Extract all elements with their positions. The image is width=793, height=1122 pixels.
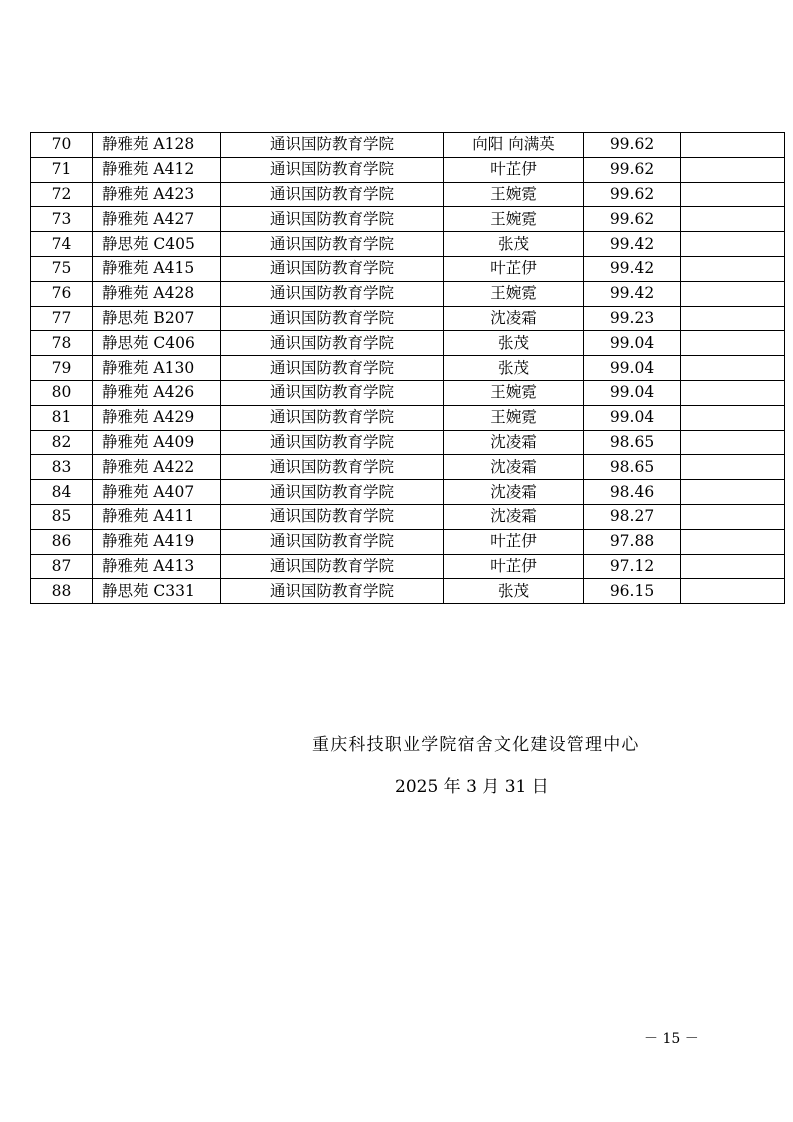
ranking-table-body	[31, 133, 785, 604]
table-row	[31, 182, 785, 207]
row-number-cell: 84	[31, 480, 93, 505]
row-number-cell: 78	[31, 331, 93, 356]
table-row	[31, 554, 785, 579]
score-cell: 99.04	[584, 331, 681, 356]
counselor-name-cell: 沈凌霜	[444, 430, 584, 455]
remark-cell	[681, 232, 785, 257]
dorm-room-cell: 静雅苑 A419	[93, 529, 221, 554]
score-cell: 98.65	[584, 430, 681, 455]
issuing-organization: 重庆科技职业学院宿舍文化建设管理中心	[312, 735, 640, 755]
row-number-cell: 88	[31, 579, 93, 604]
page-number: － 15 －	[644, 1031, 699, 1047]
remark-cell	[681, 579, 785, 604]
counselor-name-cell: 张茂	[444, 356, 584, 381]
score-cell: 99.42	[584, 281, 681, 306]
table-row	[31, 529, 785, 554]
table-row	[31, 455, 785, 480]
row-number-cell: 85	[31, 504, 93, 529]
score-cell: 99.62	[584, 182, 681, 207]
dorm-room-cell: 静雅苑 A426	[93, 380, 221, 405]
row-number-cell: 75	[31, 256, 93, 281]
score-cell: 96.15	[584, 579, 681, 604]
dorm-room-cell: 静思苑 C331	[93, 579, 221, 604]
remark-cell	[681, 356, 785, 381]
college-name-cell: 通识国防教育学院	[221, 281, 444, 306]
score-cell: 99.04	[584, 405, 681, 430]
table-row	[31, 207, 785, 232]
counselor-name-cell: 沈凌霜	[444, 504, 584, 529]
dorm-room-cell: 静雅苑 A422	[93, 455, 221, 480]
score-cell: 98.46	[584, 480, 681, 505]
row-number-cell: 86	[31, 529, 93, 554]
college-name-cell: 通识国防教育学院	[221, 331, 444, 356]
dorm-room-cell: 静雅苑 A409	[93, 430, 221, 455]
counselor-name-cell: 张茂	[444, 232, 584, 257]
college-name-cell: 通识国防教育学院	[221, 133, 444, 158]
dorm-room-cell: 静雅苑 A415	[93, 256, 221, 281]
dorm-room-cell: 静思苑 B207	[93, 306, 221, 331]
remark-cell	[681, 281, 785, 306]
remark-cell	[681, 306, 785, 331]
table-row	[31, 306, 785, 331]
counselor-name-cell: 王婉霓	[444, 281, 584, 306]
dorm-room-cell: 静雅苑 A407	[93, 480, 221, 505]
row-number-cell: 82	[31, 430, 93, 455]
score-cell: 98.27	[584, 504, 681, 529]
table-row	[31, 480, 785, 505]
score-cell: 99.04	[584, 380, 681, 405]
college-name-cell: 通识国防教育学院	[221, 504, 444, 529]
counselor-name-cell: 叶芷伊	[444, 157, 584, 182]
table-row	[31, 430, 785, 455]
college-name-cell: 通识国防教育学院	[221, 554, 444, 579]
table-row	[31, 504, 785, 529]
counselor-name-cell: 沈凌霜	[444, 306, 584, 331]
dorm-room-cell: 静雅苑 A128	[93, 133, 221, 158]
table-row	[31, 256, 785, 281]
score-cell: 97.88	[584, 529, 681, 554]
counselor-name-cell: 叶芷伊	[444, 554, 584, 579]
row-number-cell: 76	[31, 281, 93, 306]
counselor-name-cell: 王婉霓	[444, 405, 584, 430]
row-number-cell: 71	[31, 157, 93, 182]
college-name-cell: 通识国防教育学院	[221, 455, 444, 480]
college-name-cell: 通识国防教育学院	[221, 157, 444, 182]
college-name-cell: 通识国防教育学院	[221, 356, 444, 381]
counselor-name-cell: 张茂	[444, 579, 584, 604]
college-name-cell: 通识国防教育学院	[221, 232, 444, 257]
remark-cell	[681, 480, 785, 505]
score-cell: 99.62	[584, 133, 681, 158]
score-cell: 99.42	[584, 232, 681, 257]
college-name-cell: 通识国防教育学院	[221, 256, 444, 281]
college-name-cell: 通识国防教育学院	[221, 306, 444, 331]
college-name-cell: 通识国防教育学院	[221, 380, 444, 405]
table-row	[31, 133, 785, 158]
remark-cell	[681, 157, 785, 182]
college-name-cell: 通识国防教育学院	[221, 430, 444, 455]
counselor-name-cell: 沈凌霜	[444, 480, 584, 505]
row-number-cell: 72	[31, 182, 93, 207]
counselor-name-cell: 王婉霓	[444, 182, 584, 207]
score-cell: 99.62	[584, 157, 681, 182]
score-cell: 99.23	[584, 306, 681, 331]
score-cell: 99.04	[584, 356, 681, 381]
score-cell: 99.42	[584, 256, 681, 281]
row-number-cell: 80	[31, 380, 93, 405]
remark-cell	[681, 529, 785, 554]
table-row	[31, 579, 785, 604]
college-name-cell: 通识国防教育学院	[221, 529, 444, 554]
counselor-name-cell: 王婉霓	[444, 207, 584, 232]
remark-cell	[681, 455, 785, 480]
college-name-cell: 通识国防教育学院	[221, 480, 444, 505]
dorm-room-cell: 静雅苑 A428	[93, 281, 221, 306]
table-row	[31, 356, 785, 381]
issue-date: 2025 年 3 月 31 日	[395, 777, 549, 797]
dorm-room-cell: 静雅苑 A427	[93, 207, 221, 232]
college-name-cell: 通识国防教育学院	[221, 405, 444, 430]
row-number-cell: 73	[31, 207, 93, 232]
remark-cell	[681, 207, 785, 232]
dorm-room-cell: 静雅苑 A413	[93, 554, 221, 579]
table-row	[31, 380, 785, 405]
table-row	[31, 405, 785, 430]
row-number-cell: 77	[31, 306, 93, 331]
counselor-name-cell: 叶芷伊	[444, 529, 584, 554]
ranking-table	[30, 132, 785, 604]
row-number-cell: 87	[31, 554, 93, 579]
remark-cell	[681, 380, 785, 405]
counselor-name-cell: 叶芷伊	[444, 256, 584, 281]
score-cell: 97.12	[584, 554, 681, 579]
dorm-room-cell: 静雅苑 A411	[93, 504, 221, 529]
dorm-room-cell: 静雅苑 A423	[93, 182, 221, 207]
table-row	[31, 232, 785, 257]
remark-cell	[681, 182, 785, 207]
remark-cell	[681, 554, 785, 579]
remark-cell	[681, 256, 785, 281]
table-row	[31, 157, 785, 182]
college-name-cell: 通识国防教育学院	[221, 579, 444, 604]
remark-cell	[681, 430, 785, 455]
score-cell: 98.65	[584, 455, 681, 480]
dorm-room-cell: 静思苑 C406	[93, 331, 221, 356]
college-name-cell: 通识国防教育学院	[221, 207, 444, 232]
row-number-cell: 79	[31, 356, 93, 381]
remark-cell	[681, 504, 785, 529]
counselor-name-cell: 张茂	[444, 331, 584, 356]
counselor-name-cell: 沈凌霜	[444, 455, 584, 480]
row-number-cell: 74	[31, 232, 93, 257]
table-row	[31, 331, 785, 356]
remark-cell	[681, 331, 785, 356]
row-number-cell: 81	[31, 405, 93, 430]
row-number-cell: 83	[31, 455, 93, 480]
dorm-room-cell: 静雅苑 A429	[93, 405, 221, 430]
dorm-room-cell: 静雅苑 A412	[93, 157, 221, 182]
remark-cell	[681, 133, 785, 158]
remark-cell	[681, 405, 785, 430]
college-name-cell: 通识国防教育学院	[221, 182, 444, 207]
table-row	[31, 281, 785, 306]
row-number-cell: 70	[31, 133, 93, 158]
dorm-room-cell: 静雅苑 A130	[93, 356, 221, 381]
counselor-name-cell: 王婉霓	[444, 380, 584, 405]
dorm-room-cell: 静思苑 C405	[93, 232, 221, 257]
score-cell: 99.62	[584, 207, 681, 232]
counselor-name-cell: 向阳 向满英	[444, 133, 584, 158]
